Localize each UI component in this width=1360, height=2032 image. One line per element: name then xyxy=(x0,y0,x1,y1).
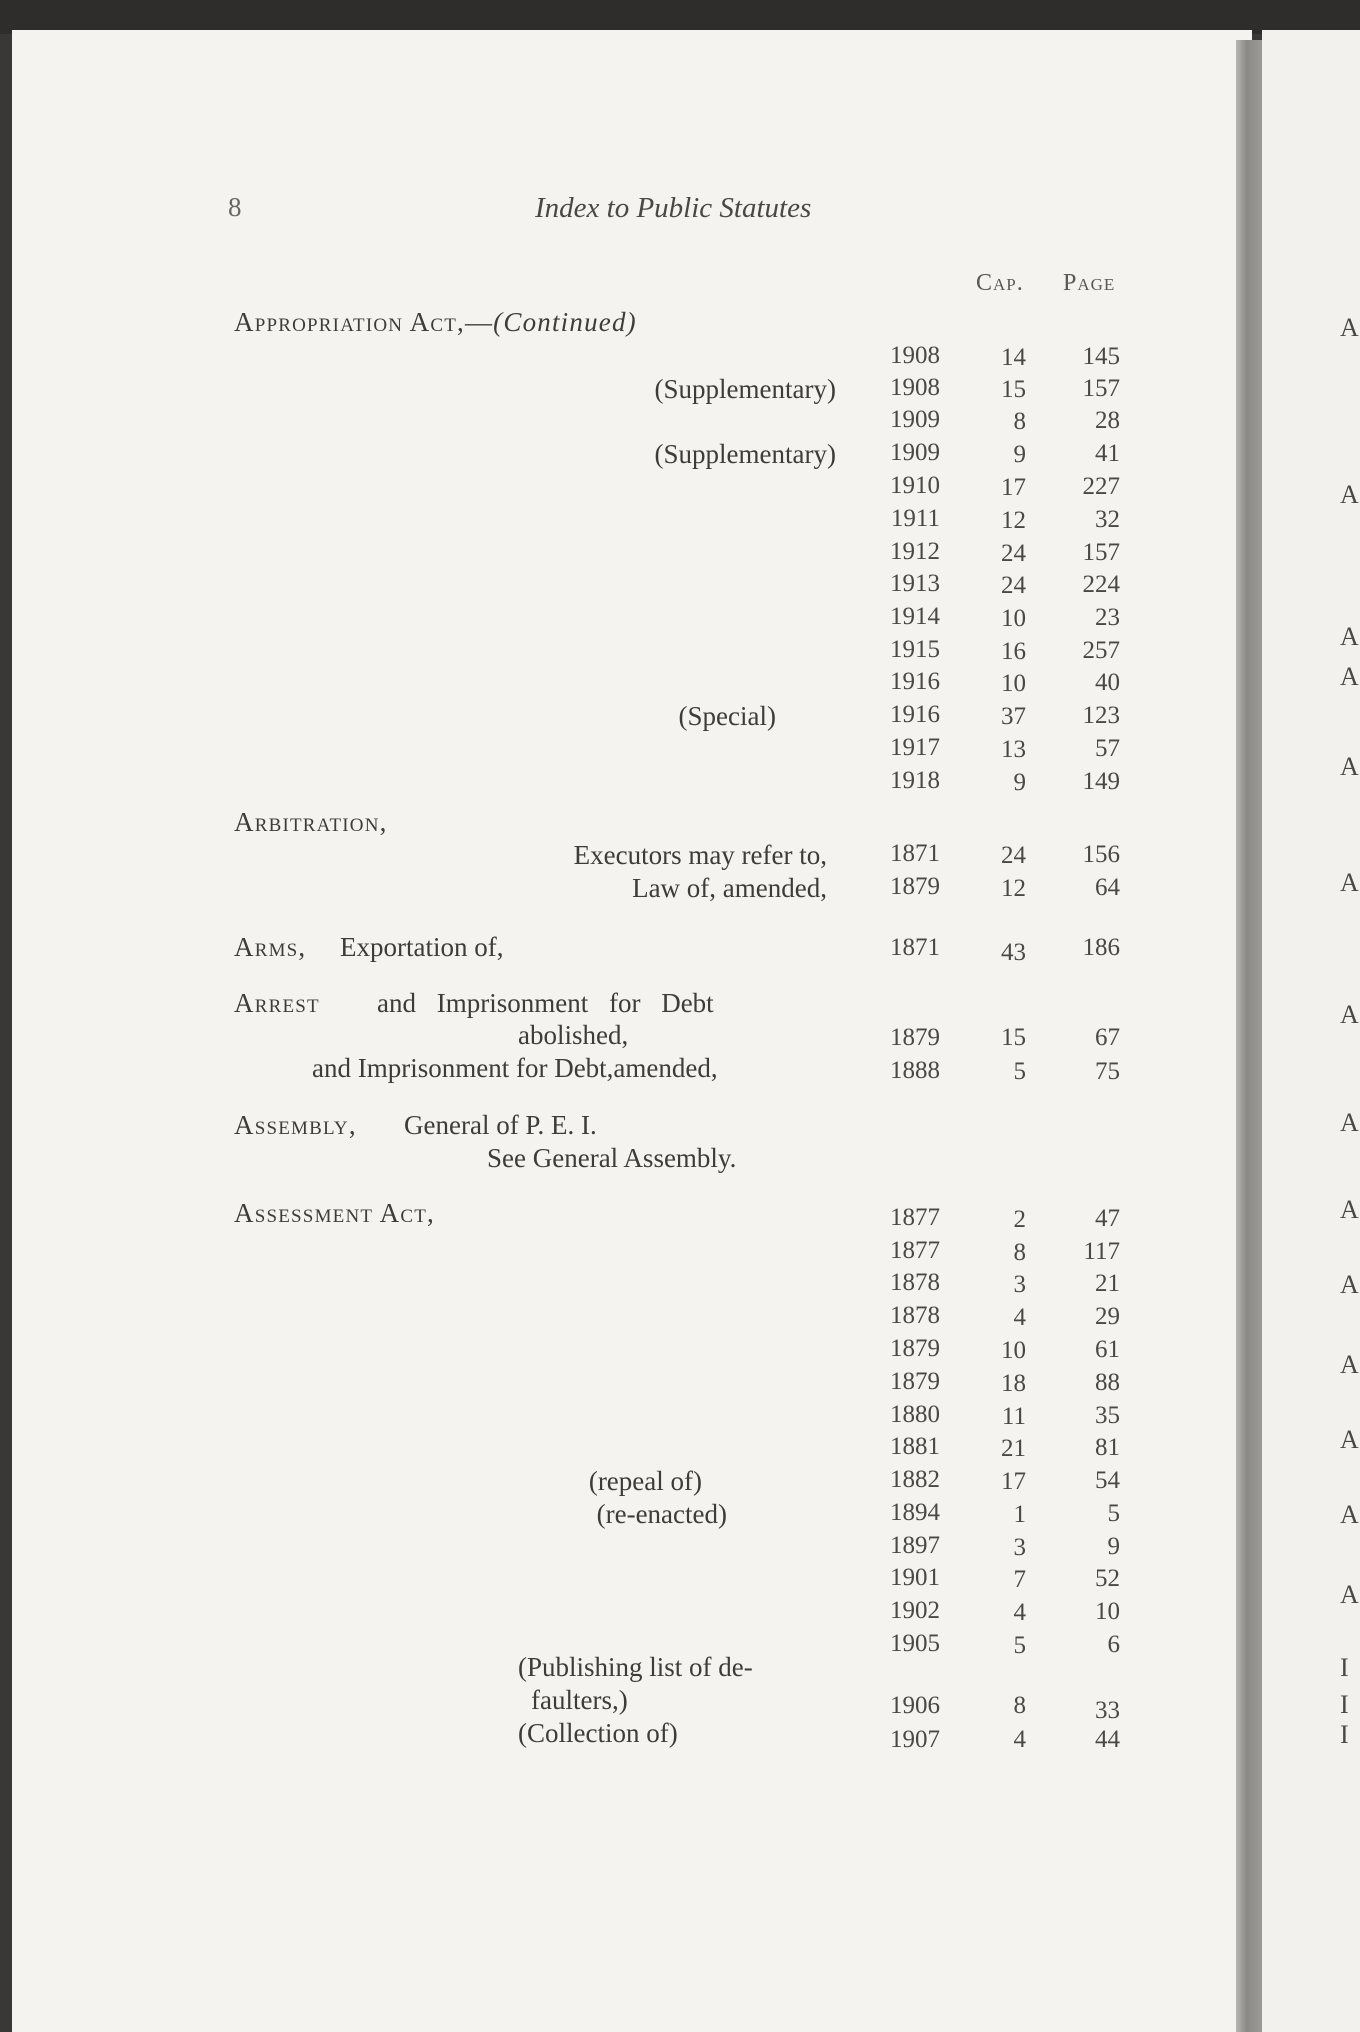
assessment-collection-page: 44 xyxy=(1095,1726,1120,1753)
facing-page-letter: A xyxy=(1340,1425,1359,1454)
arrest-line2: abolished, xyxy=(518,1020,629,1050)
appropriation-page: 123 xyxy=(1082,702,1120,729)
page-number: 8 xyxy=(228,192,242,222)
facing-page-letter: A xyxy=(1340,1580,1359,1609)
assessment-page: 117 xyxy=(1083,1238,1120,1265)
assessment-publishing-page: 33 xyxy=(1095,1697,1120,1724)
appropriation-cap: 15 xyxy=(1001,376,1026,403)
assessment-collection-cap: 4 xyxy=(1013,1726,1026,1753)
arbitration-cap: 12 xyxy=(1001,875,1026,902)
assessment-publishing-line1: (Publishing list of de- xyxy=(518,1652,753,1682)
appropriation-year: 1914 xyxy=(890,603,940,630)
assembly-text: General of P. E. I. xyxy=(404,1110,597,1140)
assessment-cap: 3 xyxy=(1013,1271,1026,1298)
facing-page-letter: A xyxy=(1340,1195,1359,1224)
appropriation-note: (Supplementary) xyxy=(654,374,836,404)
assessment-year: 1879 xyxy=(890,1368,940,1395)
assessment-collection: (Collection of) xyxy=(518,1718,678,1748)
assembly-see: See General Assembly. xyxy=(487,1143,737,1173)
appropriation-year: 1912 xyxy=(890,538,940,565)
assessment-year: 1877 xyxy=(890,1237,940,1264)
assessment-cap: 5 xyxy=(1013,1632,1026,1659)
appropriation-page: 157 xyxy=(1082,539,1120,566)
appropriation-cap: 24 xyxy=(1001,572,1026,599)
appropriation-cap: 9 xyxy=(1013,769,1026,796)
assessment-cap: 4 xyxy=(1013,1304,1026,1331)
arbitration-note: Law of, amended, xyxy=(632,873,827,903)
appropriation-year: 1910 xyxy=(890,472,940,499)
facing-page-letter: A xyxy=(1340,1000,1359,1029)
appropriation-note: (Supplementary) xyxy=(654,439,836,469)
appropriation-page: 157 xyxy=(1082,375,1120,402)
assessment-page: 54 xyxy=(1095,1467,1120,1494)
facing-page-letter: A xyxy=(1340,1270,1359,1299)
assessment-year: 1880 xyxy=(890,1401,940,1428)
arbitration-cap: 24 xyxy=(1001,842,1026,869)
column-header-page: Page xyxy=(1063,270,1116,296)
assessment-year: 1882 xyxy=(890,1466,940,1493)
running-title: Index to Public Statutes xyxy=(535,192,812,224)
facing-page-letter: A xyxy=(1340,622,1359,651)
entry-heading-arms: Arms, xyxy=(234,932,307,962)
appropriation-cap: 37 xyxy=(1001,703,1026,730)
arbitration-page: 64 xyxy=(1095,874,1120,901)
arrest-line1: and Imprisonment for Debt xyxy=(377,988,714,1018)
appropriation-page: 28 xyxy=(1095,407,1120,434)
appropriation-cap: 10 xyxy=(1001,670,1026,697)
appropriation-page: 227 xyxy=(1082,473,1120,500)
assessment-year: 1897 xyxy=(890,1532,940,1559)
facing-page-letter: A xyxy=(1340,313,1359,342)
appropriation-year: 1918 xyxy=(890,767,940,794)
appropriation-cap: 17 xyxy=(1001,474,1026,501)
facing-page-letter: A xyxy=(1340,662,1359,691)
assessment-cap: 8 xyxy=(1013,1239,1026,1266)
appropriation-cap: 16 xyxy=(1001,638,1026,665)
assessment-year: 1881 xyxy=(890,1433,940,1460)
assessment-cap: 1 xyxy=(1013,1501,1026,1528)
appropriation-page: 40 xyxy=(1095,669,1120,696)
assessment-cap: 3 xyxy=(1013,1534,1026,1561)
arrest-line2-cap: 15 xyxy=(1001,1024,1026,1051)
facing-page-letter: A xyxy=(1340,480,1359,509)
assessment-page: 21 xyxy=(1095,1270,1120,1297)
appropriation-page: 224 xyxy=(1082,571,1120,598)
assessment-year: 1878 xyxy=(890,1302,940,1329)
facing-page-letter: A xyxy=(1340,868,1359,897)
assessment-publishing-line2: faulters,) xyxy=(531,1685,628,1715)
assessment-cap: 17 xyxy=(1001,1468,1026,1495)
assessment-cap: 11 xyxy=(1001,1403,1026,1430)
appropriation-year: 1916 xyxy=(890,701,940,728)
arbitration-year: 1871 xyxy=(890,840,940,867)
assessment-cap: 18 xyxy=(1001,1370,1026,1397)
appropriation-cap: 12 xyxy=(1001,507,1026,534)
assessment-year: 1878 xyxy=(890,1269,940,1296)
assessment-page: 9 xyxy=(1107,1533,1120,1560)
arrest-line3: and Imprisonment for Debt,amended, xyxy=(312,1053,718,1083)
entry-heading-arrest: Arrest xyxy=(234,988,320,1018)
facing-page-letter: A xyxy=(1340,752,1359,781)
assessment-cap: 2 xyxy=(1013,1206,1026,1233)
appropriation-year: 1908 xyxy=(890,374,940,401)
assessment-year: 1901 xyxy=(890,1564,940,1591)
arrest-line2-page: 67 xyxy=(1095,1024,1120,1051)
column-header-cap: Cap. xyxy=(976,270,1024,296)
appropriation-year: 1916 xyxy=(890,668,940,695)
appropriation-note: (Special) xyxy=(678,701,776,731)
facing-page-letter: I xyxy=(1340,1720,1349,1749)
assessment-year: 1877 xyxy=(890,1204,940,1231)
assessment-note: (repeal of) xyxy=(588,1466,702,1496)
appropriation-cap: 13 xyxy=(1001,736,1026,763)
arms-text: Exportation of, xyxy=(340,932,504,962)
appropriation-cap: 14 xyxy=(1001,344,1026,371)
facing-page-letter: A xyxy=(1340,1108,1359,1137)
appropriation-cap: 9 xyxy=(1013,441,1026,468)
arms-page: 186 xyxy=(1082,934,1120,961)
facing-page-letter: I xyxy=(1340,1653,1349,1682)
appropriation-page: 57 xyxy=(1095,735,1120,762)
appropriation-year: 1909 xyxy=(890,439,940,466)
appropriation-year: 1911 xyxy=(890,505,940,532)
arms-year: 1871 xyxy=(890,934,940,961)
appropriation-cap: 24 xyxy=(1001,540,1026,567)
arrest-line3-year: 1888 xyxy=(890,1057,940,1084)
assessment-page: 5 xyxy=(1107,1500,1120,1527)
assessment-cap: 7 xyxy=(1013,1566,1026,1593)
arbitration-note: Executors may refer to, xyxy=(573,840,827,870)
entry-heading-appropriation: Appropriation Act,—(Continued) xyxy=(234,307,637,337)
assessment-cap: 21 xyxy=(1001,1435,1026,1462)
assessment-page: 47 xyxy=(1095,1205,1120,1232)
assessment-note: (re-enacted) xyxy=(596,1499,727,1529)
assessment-publishing-year: 1906 xyxy=(890,1692,940,1719)
appropriation-year: 1908 xyxy=(890,342,940,369)
assessment-year: 1879 xyxy=(890,1335,940,1362)
appropriation-cap: 8 xyxy=(1013,408,1026,435)
assessment-cap: 4 xyxy=(1013,1599,1026,1626)
assessment-cap: 10 xyxy=(1001,1337,1026,1364)
assessment-year: 1905 xyxy=(890,1630,940,1657)
appropriation-cap: 10 xyxy=(1001,605,1026,632)
book-gutter xyxy=(1236,40,1262,2032)
arrest-line2-year: 1879 xyxy=(890,1024,940,1051)
arrest-line3-cap: 5 xyxy=(1013,1058,1026,1085)
arrest-line3-page: 75 xyxy=(1095,1058,1120,1085)
assessment-page: 10 xyxy=(1095,1598,1120,1625)
entry-heading-assembly: Assembly, xyxy=(234,1110,357,1140)
appropriation-year: 1909 xyxy=(890,406,940,433)
assessment-year: 1902 xyxy=(890,1597,940,1624)
appropriation-page: 145 xyxy=(1082,343,1120,370)
scan-border xyxy=(0,0,1360,34)
appropriation-year: 1915 xyxy=(890,636,940,663)
arms-cap: 43 xyxy=(1001,939,1026,966)
facing-page-letter: I xyxy=(1340,1690,1349,1719)
assessment-collection-year: 1907 xyxy=(890,1726,940,1753)
appropriation-page: 41 xyxy=(1095,440,1120,467)
appropriation-page: 257 xyxy=(1082,637,1120,664)
arbitration-year: 1879 xyxy=(890,873,940,900)
assessment-page: 88 xyxy=(1095,1369,1120,1396)
assessment-page: 29 xyxy=(1095,1303,1120,1330)
assessment-page: 61 xyxy=(1095,1336,1120,1363)
facing-page-letter: A xyxy=(1340,1500,1359,1529)
assessment-page: 6 xyxy=(1107,1631,1120,1658)
assessment-year: 1894 xyxy=(890,1499,940,1526)
appropriation-page: 32 xyxy=(1095,506,1120,533)
appropriation-page: 149 xyxy=(1082,768,1120,795)
assessment-page: 35 xyxy=(1095,1402,1120,1429)
appropriation-page: 23 xyxy=(1095,604,1120,631)
entry-heading-assessment: Assessment Act, xyxy=(234,1198,435,1228)
assessment-publishing-cap: 8 xyxy=(1013,1692,1026,1719)
assessment-page: 52 xyxy=(1095,1565,1120,1592)
assessment-page: 81 xyxy=(1095,1434,1120,1461)
facing-page-letter: A xyxy=(1340,1350,1359,1379)
entry-heading-arbitration: Arbitration, xyxy=(234,807,388,837)
appropriation-year: 1917 xyxy=(890,734,940,761)
arbitration-page: 156 xyxy=(1082,841,1120,868)
appropriation-year: 1913 xyxy=(890,570,940,597)
